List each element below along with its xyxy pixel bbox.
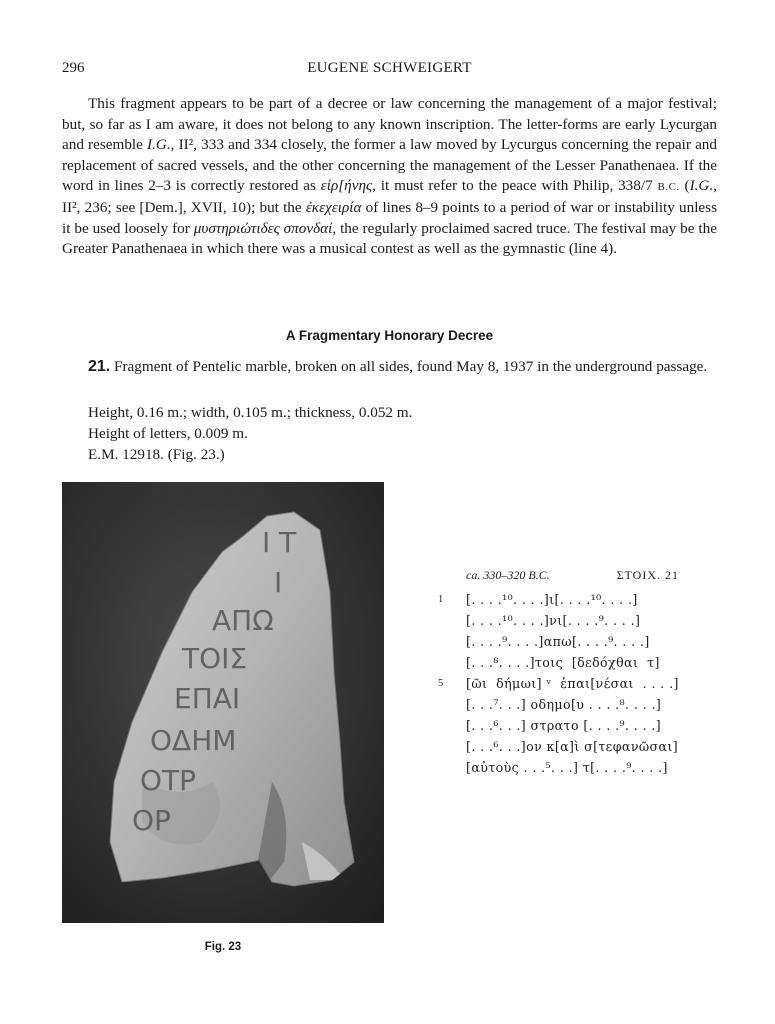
stone-line-6: ΟΔΗΜ: [150, 724, 237, 757]
stone-line-1: Ι Τ: [262, 526, 297, 559]
text-run: This fragment appears to be part of a decree or law concerning the management of a major festival; but, so far as I am aware, it does not belong to any known inscription. The letter-forms are early Lycurgan and resemble: [62, 95, 717, 154]
entry-description: [62, 357, 717, 378]
stone-line-2: Ι: [274, 566, 283, 599]
text-run: , it must refer to the peace with Philip, 338/7: [372, 177, 658, 195]
line-text: [. . .⁷. . .] οδημο[υ . . . .⁸. . . .]: [466, 697, 662, 712]
stoichedon-label: ΣΤΟΙΧ. 21: [616, 568, 679, 582]
inscription-line: [438, 739, 688, 759]
line-text: [. . .⁶. . .] στρατο [. . . .⁹. . . .]: [466, 718, 662, 733]
line-number: 1: [438, 594, 444, 605]
line-number: 5: [438, 678, 444, 689]
greek-term: ἐκεχειρία: [305, 198, 362, 216]
greek-term: μυστηριώτιδες σπονδαί: [193, 219, 333, 237]
inscription-line: [438, 676, 688, 696]
intro-paragraph: [62, 94, 717, 260]
inscription-date: ca. 330–320 B.C.: [466, 568, 550, 582]
text-run: (: [679, 177, 690, 195]
line-text: [. . . .¹⁰. . . .]ι[. . . .¹⁰. . . .]: [466, 592, 638, 607]
stone-line-8: ΟΡ: [132, 804, 171, 837]
citation-ig: I.G.: [689, 177, 714, 195]
entry-dimensions: Height, 0.16 m.; width, 0.105 m.; thickness, 0.052 m.: [88, 404, 413, 421]
line-text: [ῶι δήμωι] ᵛ ἐπαι[νέσαι . . . .]: [466, 676, 679, 691]
citation-ig: I.G.: [147, 136, 171, 154]
entry-number: 21.: [88, 358, 111, 375]
inscription-line: [438, 613, 688, 633]
line-text: [αὐτοὺς . . .⁵. . .] τ[. . . .⁹. . . .]: [466, 760, 668, 775]
inscription-line: [438, 718, 688, 738]
line-text: [. . .⁸. . . .]τοις [δεδόχθαι τ]: [466, 655, 660, 670]
page-header: [62, 60, 717, 80]
entry-text: Fragment of Pentelic marble, broken on all sides, found May 8, 1937 in the underground passage.: [110, 358, 708, 375]
text-run: , II², 333 and 334 closely, the former a law moved by Lycurgus concerning the repair and replacement of sacred vessels, and the other concerning the management of the Lesser Panathenaea. If the word in lines 2–3 is correctly restored as: [62, 136, 717, 195]
figure-caption: Fig. 23: [204, 941, 242, 953]
era-abbrev: B.C.: [657, 181, 680, 194]
stone-line-5: ΕΠΑΙ: [174, 682, 241, 715]
running-head-author: EUGENE SCHWEIGERT: [307, 60, 472, 76]
figure-photograph: [62, 482, 384, 923]
stone-line-4: ΤΟΙΣ: [182, 642, 248, 675]
text-run: , the regularly proclaimed sacred truce. The festival may be the Greater Panathenaea in which there was a musical contest as well as the gymnastic (line 4).: [62, 219, 717, 258]
text-run: of lines 8–9 points to a period of war or instability unless it be used loosely for: [62, 198, 717, 237]
stone-line-3: ΑΠΩ: [212, 604, 274, 637]
inscription-line: [438, 634, 688, 654]
stone-line-7: ΟΤΡ: [140, 764, 197, 797]
section-title: A Fragmentary Honorary Decree: [285, 328, 494, 343]
entry-letter-height: Height of letters, 0.009 m.: [88, 425, 248, 442]
stone-fragment-image: [62, 482, 384, 923]
inscription-line: [438, 592, 688, 612]
line-text: [. . .⁶. . .]ον κ[α]ὶ σ[τεφανῶσαι]: [466, 739, 679, 754]
inscription-line: [438, 697, 688, 717]
line-text: [. . . .¹⁰. . . .]νι[. . . .⁹. . . .]: [466, 613, 641, 628]
page-number: 296: [62, 60, 85, 76]
inscription-line: [438, 655, 688, 675]
entry-inventory: E.M. 12918. (Fig. 23.): [88, 446, 225, 463]
inscription-line: [438, 760, 688, 780]
greek-term: εἰρ[ήνης: [320, 177, 373, 195]
line-text: [. . . .⁹. . . .]απω[. . . .⁹. . . .]: [466, 634, 650, 649]
text-run: , II², 236; see [Dem.], XVII, 10); but the: [62, 177, 717, 216]
